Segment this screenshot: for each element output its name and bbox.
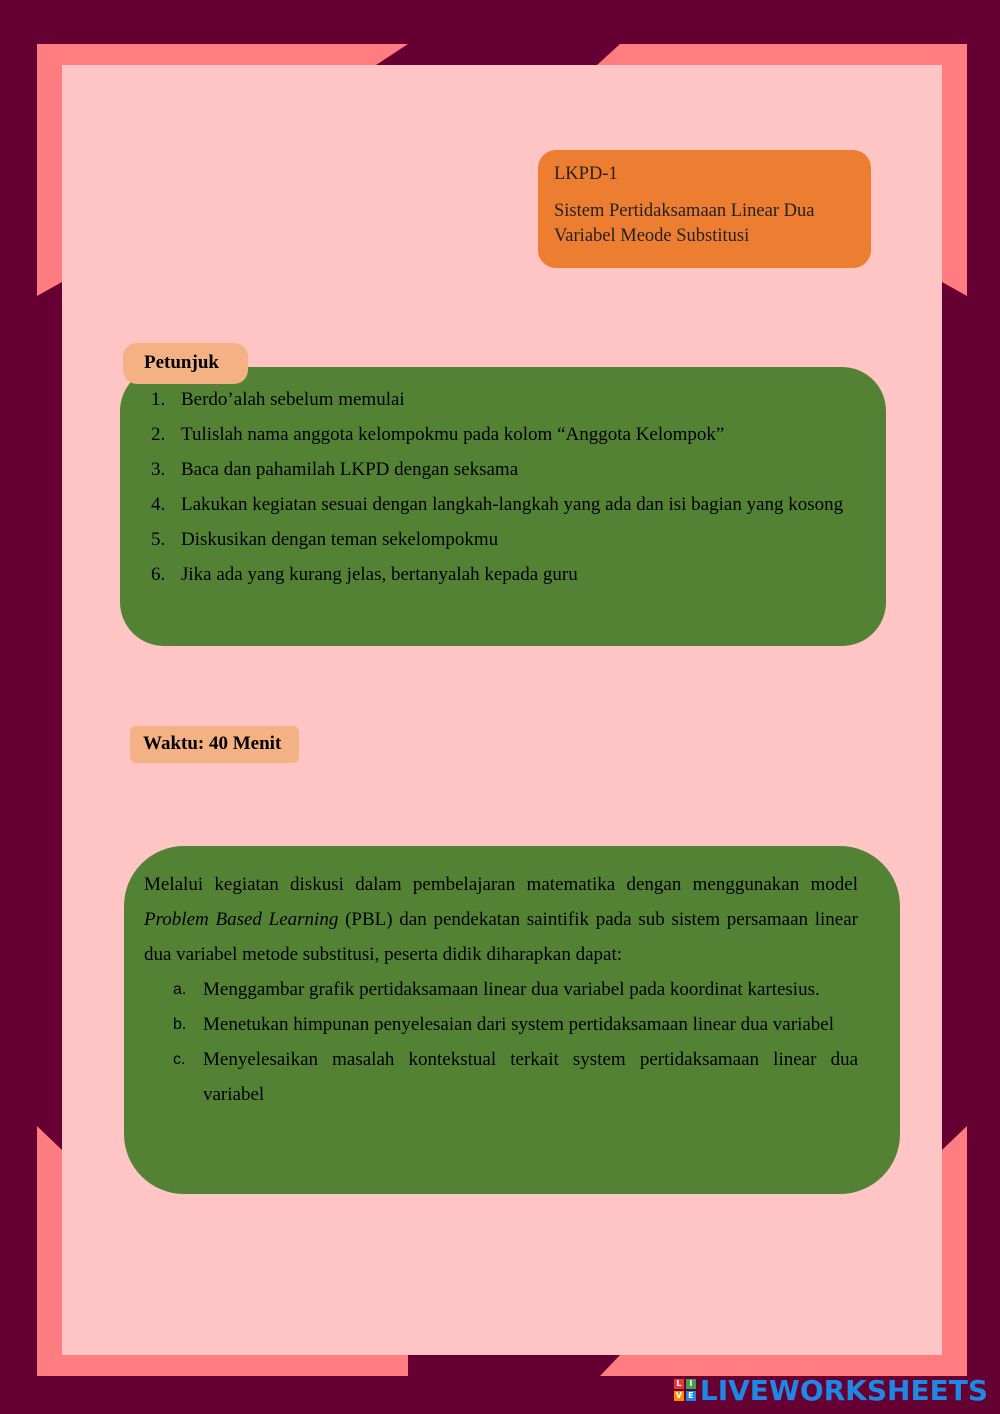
instruction-item: 3. Baca dan pahamilah LKPD dengan seksama <box>151 459 519 480</box>
worksheet-code: LKPD-1 <box>554 164 618 184</box>
worksheet-title: Sistem Pertidaksamaan Linear Dua Variabel Meode Substitusi <box>554 201 815 246</box>
instruction-item: 6. Jika ada yang kurang jelas, bertanyalah kepada guru <box>151 564 578 585</box>
instructions-label: Petunjuk <box>123 343 248 384</box>
objective-item: b. Menetukan himpunan penyelesaian dari system pertidaksamaan linear dua variabel <box>173 1014 834 1035</box>
objective-item: c. Menyelesaikan masalah kontekstual terkait system pertidaksamaan linear dua variabel <box>173 1049 858 1105</box>
instructions-box <box>120 367 886 646</box>
instruction-item: 2. Tulislah nama anggota kelompokmu pada kolom “Anggota Kelompok” <box>151 424 725 445</box>
objectives-list <box>173 972 858 1112</box>
time-label: Waktu: 40 Menit <box>130 726 299 763</box>
instruction-item: 1. Berdo’alah sebelum memulai <box>151 389 405 410</box>
liveworksheets-logo-icon: L I V E <box>674 1379 696 1401</box>
objective-item: a. Menggambar grafik pertidaksamaan linear dua variabel pada koordinat kartesius. <box>173 979 820 1000</box>
liveworksheets-text: LIVEWORKSHEETS <box>699 1373 988 1407</box>
liveworksheets-logo[interactable] <box>674 1374 988 1406</box>
model-name: Problem Based Learning <box>144 909 339 930</box>
objectives-box <box>124 846 900 1194</box>
instruction-item: 5. Diskusikan dengan teman sekelompokmu <box>151 529 499 550</box>
instruction-item: 4. Lakukan kegiatan sesuai dengan langkah-langkah yang ada dan isi bagian yang kosong <box>151 494 844 515</box>
objectives-intro: Melalui kegiatan diskusi dalam pembelajaran matematika dengan menggunakan model Problem Based Learning (PBL) dan pendekatan saintifik pada sub sistem persamaan linear dua variabel metode substitusi, peserta didik diharapkan dapat: <box>144 874 859 965</box>
instructions-list <box>151 382 858 592</box>
worksheet-title-box <box>538 150 871 268</box>
